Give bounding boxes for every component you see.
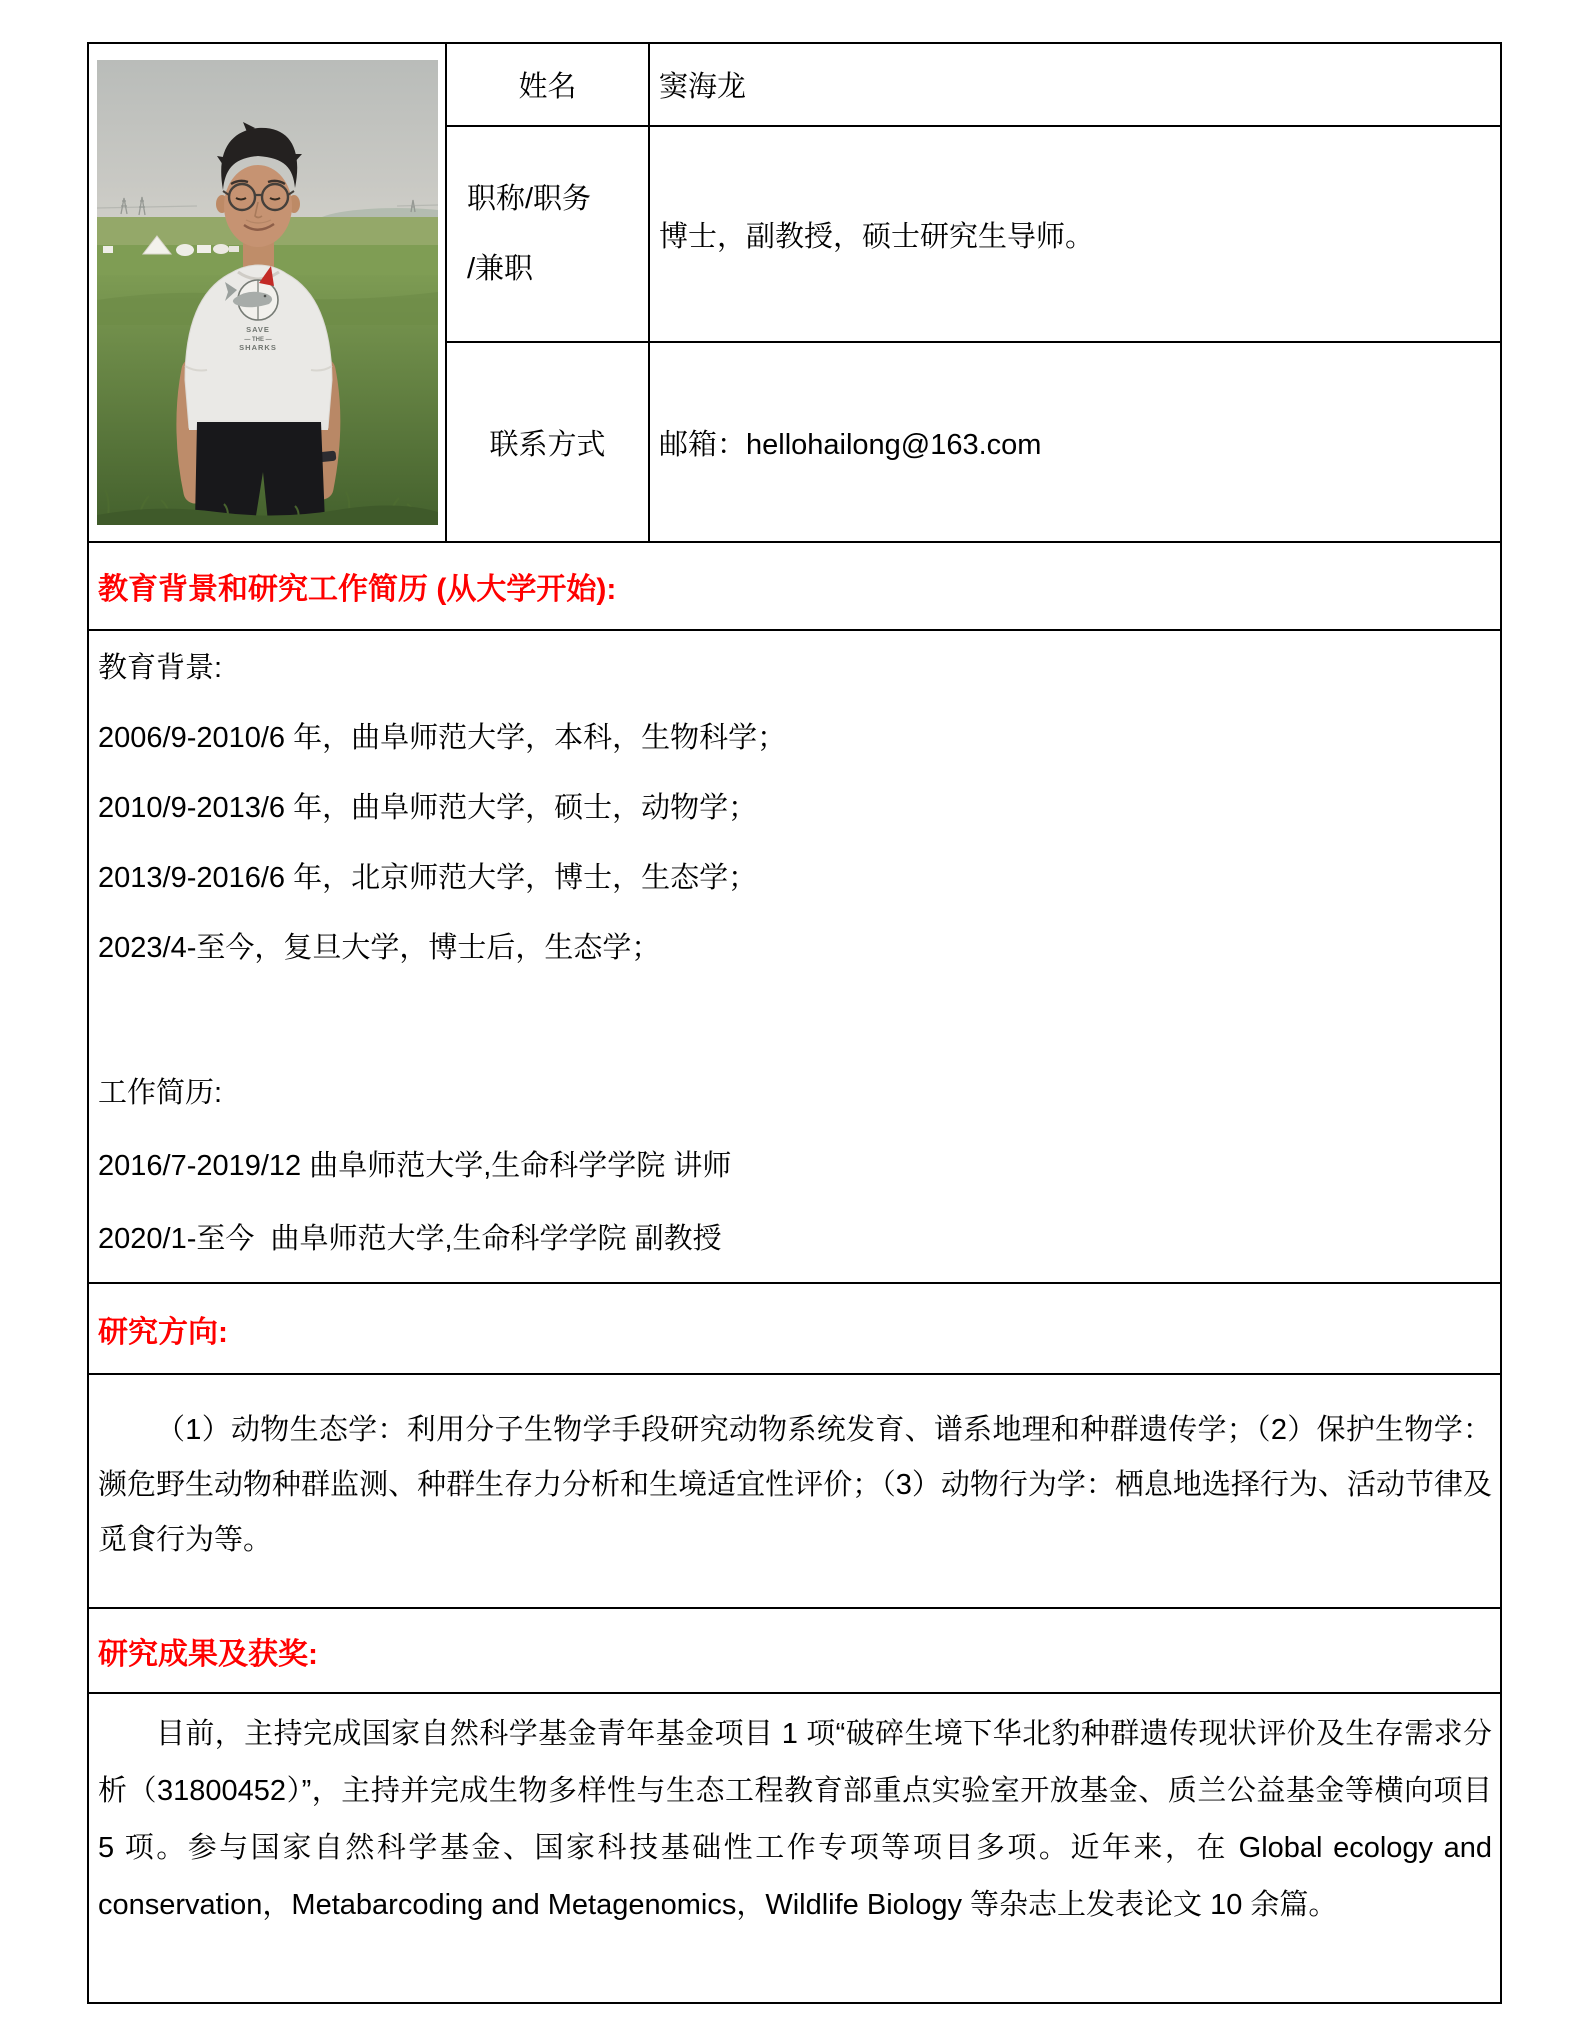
title-label-line2: /兼职 [467, 253, 534, 285]
title-value: 博士，副教授，硕士研究生导师。 [659, 220, 1095, 253]
education-section-header [89, 541, 1500, 629]
shirt-text-the: — THE — [243, 337, 272, 343]
contact-label-cell [447, 343, 650, 541]
education-section-body [89, 629, 1500, 1282]
title-label-cell [447, 127, 650, 343]
profile-table [89, 44, 1500, 541]
portrait-photo [97, 60, 438, 525]
name-label-cell [447, 44, 650, 127]
contact-value-cell [650, 343, 1500, 541]
research-direction-header [89, 1282, 1500, 1373]
education-item: 2013/9-2016/6 年，北京师范大学，博士，生态学； [98, 862, 758, 894]
shirt-text-save: SAVE [245, 325, 270, 334]
work-item: 2020/1-至今 曲阜师范大学,生命科学学院 副教授 [98, 1223, 722, 1255]
title-value-cell [650, 127, 1500, 343]
shirt-text-sharks: SHARKS [238, 343, 277, 352]
education-item: 2006/9-2010/6 年，曲阜师范大学，本科，生物科学； [98, 722, 787, 754]
achievements-header-text: 研究成果及获奖: [98, 1637, 318, 1671]
education-subtitle: 教育背景: [98, 652, 223, 684]
name-label: 姓名 [518, 71, 577, 103]
achievements-paragraph: 目前，主持完成国家自然科学基金青年基金项目 1 项“破碎生境下华北豹种群遗传现状评价及生存需求分析（31800452）”，主持并完成生物多样性与生态工程教育部重点实验室开放基金、质兰公益基金等横向项目 5 项。参与国家自然科学基金、国家科技基础性工作专项等项目多项。近年来，在 Global ecology and conservation，Metabarcoding and Metagenomics，Wildlife Biology 等杂志上发表论文 10 余篇。 [98, 1718, 1492, 1921]
work-item: 2016/7-2019/12 曲阜师范大学,生命科学学院 讲师 [98, 1150, 732, 1182]
title-label-line1: 职称/职务 [467, 183, 592, 215]
work-subtitle: 工作简历: [98, 1077, 223, 1109]
research-direction-body [89, 1373, 1500, 1607]
achievements-header [89, 1607, 1500, 1692]
profile-photo-cell [89, 44, 447, 541]
contact-label: 联系方式 [489, 428, 606, 461]
research-direction-paragraph: （1）动物生态学：利用分子生物学手段研究动物系统发育、谱系地理和种群遗传学；（2）保护生物学：濒危野生动物种群监测、种群生存力分析和生境适宜性评价；（3）动物行为学：栖息地选择行为、活动节律及觅食行为等。 [98, 1414, 1492, 1556]
education-header-text: 教育背景和研究工作简历 (从大学开始): [98, 573, 617, 606]
faculty-profile-document [87, 42, 1502, 2004]
achievements-body [89, 1692, 1500, 2002]
education-item: 2010/9-2013/6 年，曲阜师范大学，硕士，动物学； [98, 792, 758, 824]
contact-value: 邮箱：hellohailong@163.com [659, 428, 1042, 461]
research-direction-header-text: 研究方向: [98, 1315, 228, 1349]
name-value: 窦海龙 [659, 71, 747, 103]
name-value-cell [650, 44, 1500, 127]
education-item: 2023/4-至今，复旦大学，博士后，生态学； [98, 932, 661, 964]
